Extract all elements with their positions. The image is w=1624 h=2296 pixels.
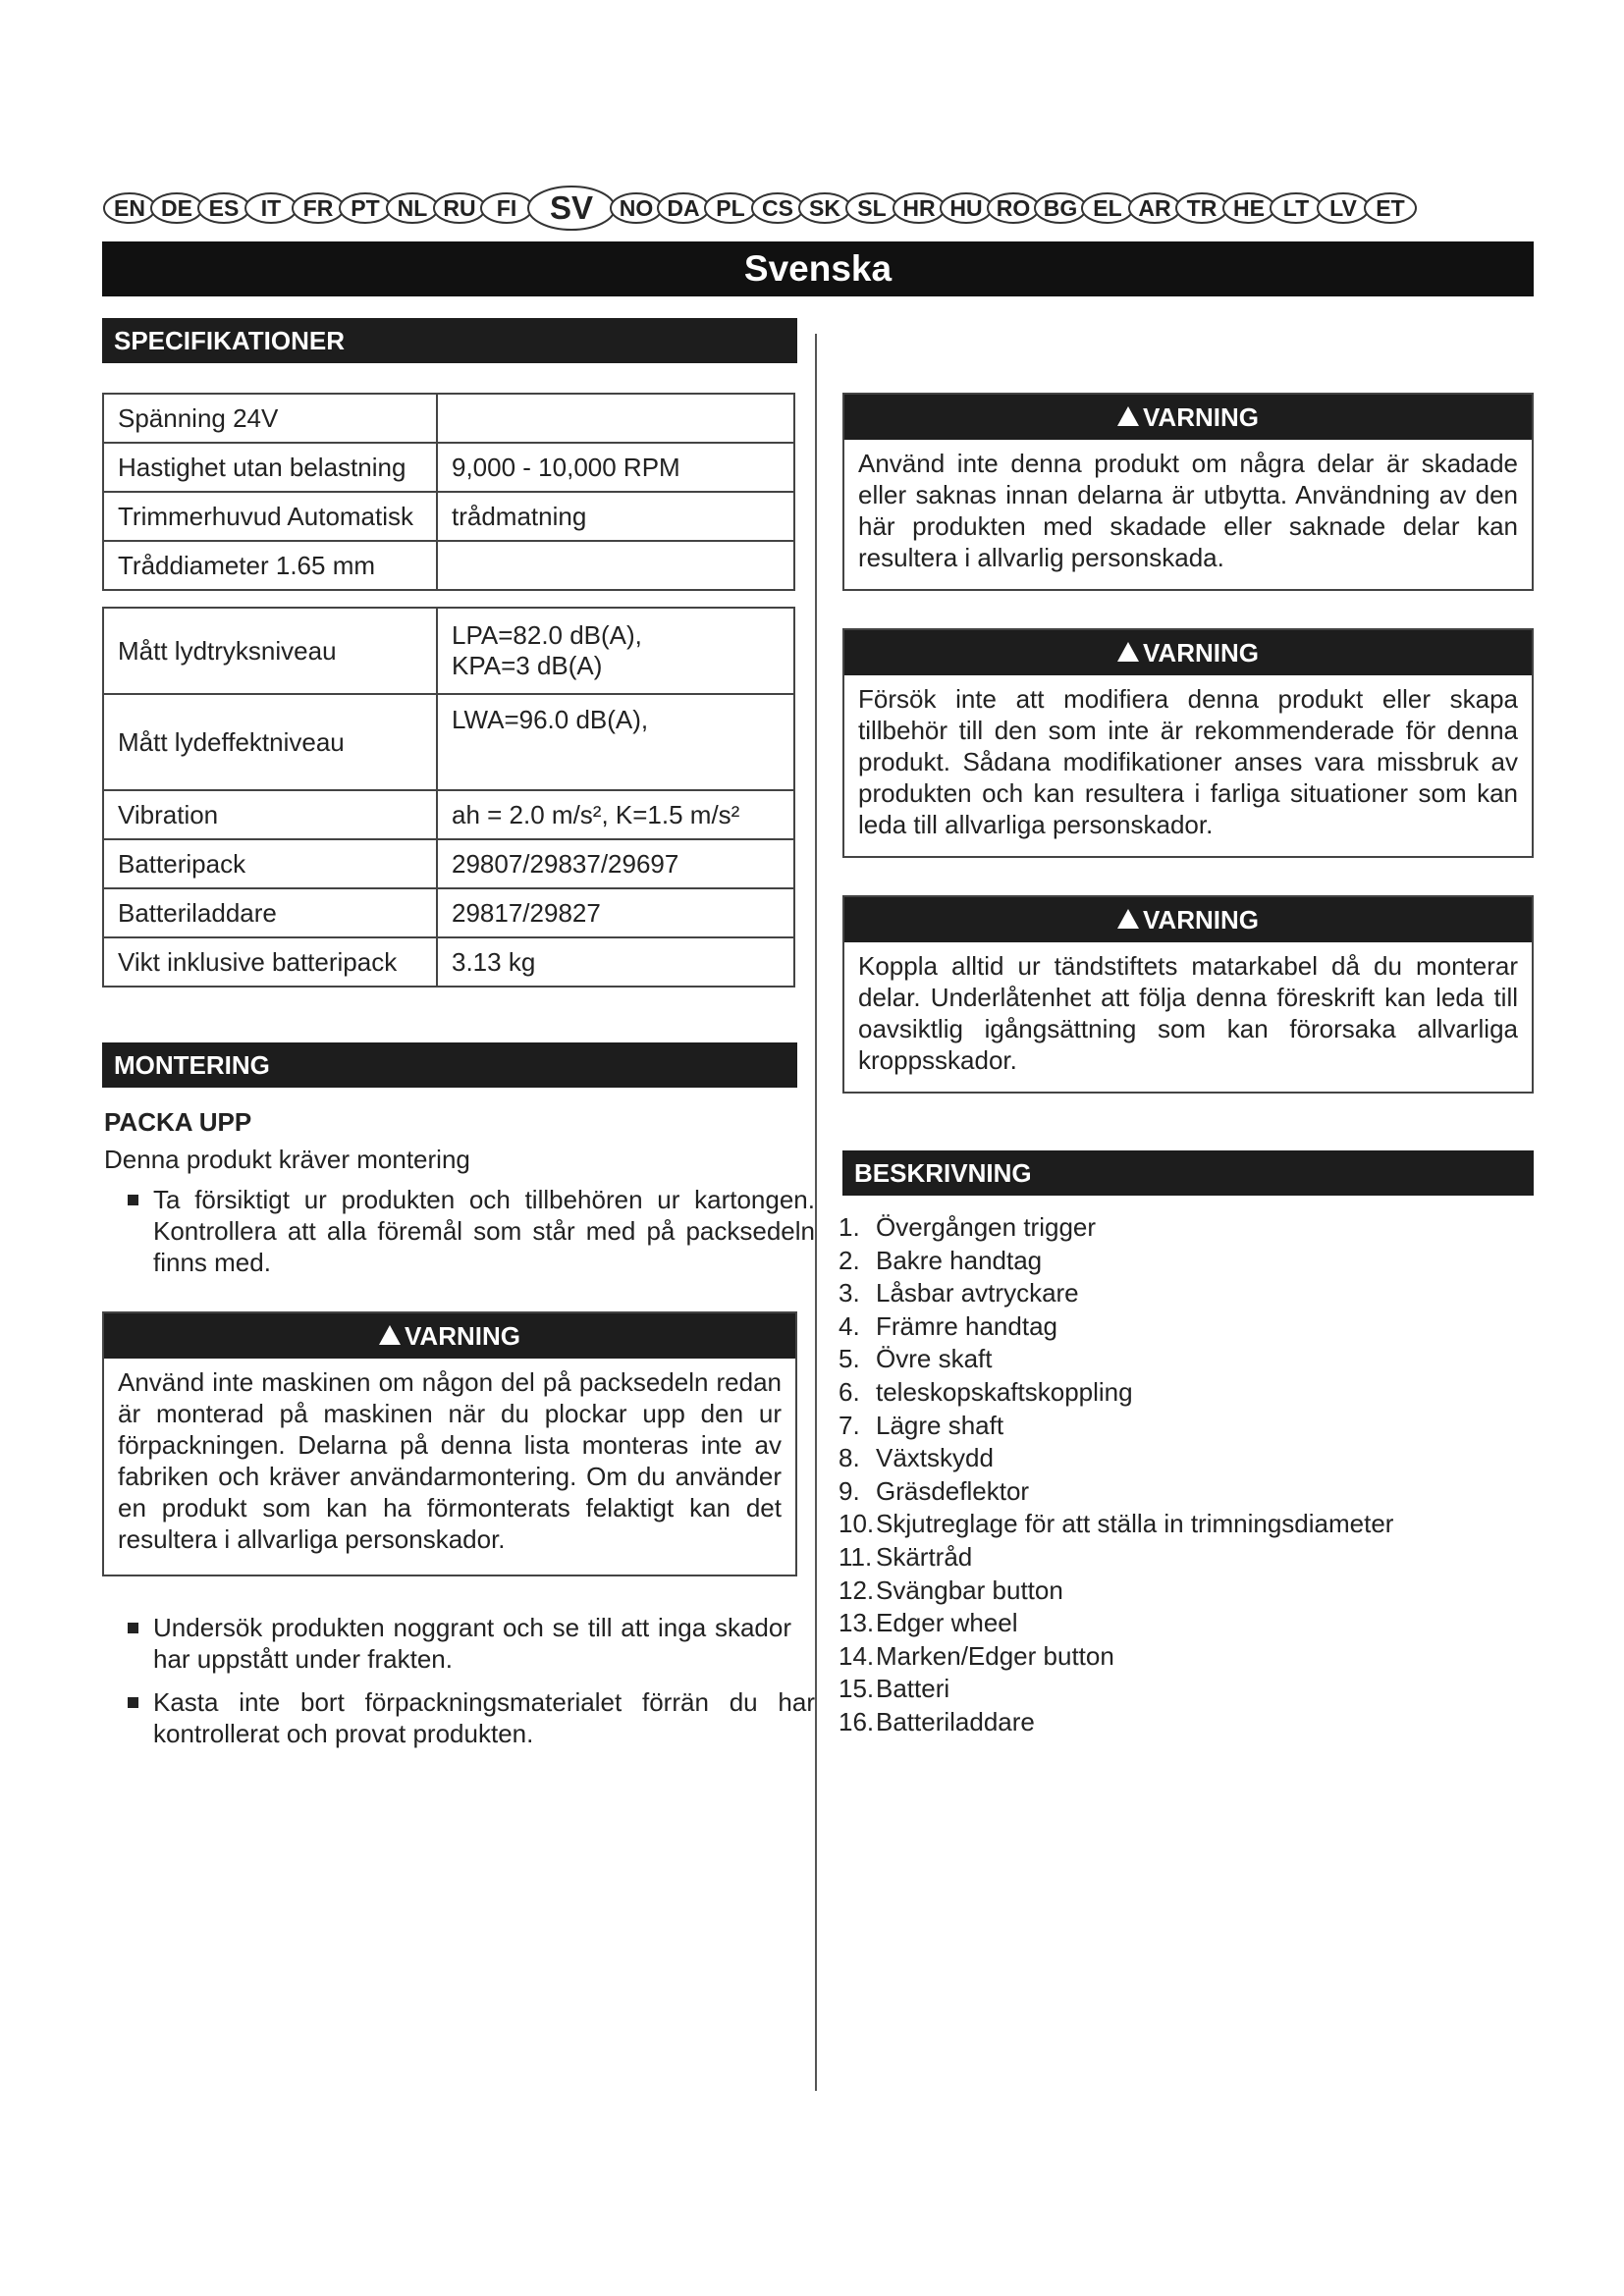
spec-value: 29807/29837/29697 (437, 839, 794, 888)
table-row (103, 608, 794, 694)
svg-text:SL: SL (857, 195, 887, 221)
svg-text:AR: AR (1138, 195, 1171, 221)
warning-text: Använd inte denna produkt om några delar är skadade eller saknas innan delarna är utbytta. Användning av den här produkten med skadade eller saknade delar kan resultera i allvarlig personskada. (858, 449, 1518, 572)
svg-text:FI: FI (496, 195, 517, 221)
page-title: Svenska (102, 241, 1534, 296)
svg-text:RO: RO (996, 195, 1031, 221)
svg-text:SV: SV (549, 189, 594, 226)
spec-value: 9,000 - 10,000 RPM (437, 443, 794, 492)
list-item: 1. Övergången trigger (839, 1212, 1097, 1242)
language-tab-fr[interactable] (293, 193, 344, 223)
svg-text:HU: HU (949, 195, 983, 221)
list-item: 4. Främre handtag (839, 1310, 1057, 1341)
packa-upp-heading: PACKA UPP (104, 1107, 252, 1137)
warning-icon (1117, 909, 1139, 929)
list-item: 7. Lägre shaft (839, 1410, 1004, 1440)
warning-box-montering (102, 1311, 797, 1576)
spec-value: LWA=96.0 dB(A), (437, 694, 794, 790)
language-tab-sk[interactable] (799, 193, 850, 223)
bullet-icon (128, 1623, 138, 1633)
list-item (128, 1612, 791, 1675)
svg-text:DA: DA (667, 195, 700, 221)
warning-title: VARNING (405, 1320, 520, 1351)
table-row (103, 394, 794, 443)
svg-text:DE: DE (161, 195, 192, 221)
list-item: 9. Gräsdeflektor (839, 1475, 1030, 1506)
parts-list (839, 1211, 1393, 1739)
spec-value: trådmatning (437, 492, 794, 541)
language-tab-es[interactable] (198, 193, 249, 223)
list-item: 11. Skärtråd (839, 1541, 973, 1572)
spec-value-line: KPA=3 dB(A) (452, 651, 603, 680)
language-tab-nl[interactable] (387, 193, 438, 223)
language-tab-ro[interactable] (988, 193, 1039, 223)
table-row (103, 492, 794, 541)
list-item: 8. Växtskydd (839, 1443, 994, 1473)
language-tab-cs[interactable] (752, 193, 803, 223)
warning-title: VARNING (1143, 637, 1259, 667)
table-row (103, 541, 794, 590)
table-row (103, 694, 794, 790)
warning-header (844, 897, 1532, 942)
list-item: 10.Skjutreglage för att ställa in trimningsdiameter (839, 1509, 1394, 1539)
spec-table-1 (102, 393, 795, 591)
svg-text:LT: LT (1282, 195, 1310, 221)
bullet-text: Ta försiktigt ur produkten och tillbehören ur kartongen. Kontrollera att alla föremål som står med på packsedeln finns med. (153, 1185, 815, 1277)
list-item: 15.Batteri (839, 1674, 950, 1704)
spec-value-line: LPA=82.0 dB(A), (452, 620, 642, 650)
language-tab-sv[interactable] (528, 187, 615, 230)
list-item: 5. Övre skaft (839, 1344, 993, 1374)
language-tab-da[interactable] (658, 193, 709, 223)
warning-header (844, 630, 1532, 675)
svg-text:NO: NO (619, 195, 654, 221)
svg-text:PT: PT (351, 195, 380, 221)
bullet-text: Undersök produkten noggrant och se till att inga skador har uppstått under frakten. (153, 1613, 791, 1674)
spec-label: Batteripack (103, 839, 437, 888)
language-tab-he[interactable] (1223, 193, 1274, 223)
language-tabs (102, 185, 1536, 232)
table-row (103, 888, 794, 937)
spec-label: Vibration (103, 790, 437, 839)
spec-label: Mått lydtryksniveau (103, 608, 437, 694)
spec-table-2 (102, 607, 795, 988)
list-item: 14.Marken/Edger button (839, 1640, 1114, 1671)
spec-value (437, 394, 794, 443)
table-row (103, 937, 794, 987)
spec-value: ah = 2.0 m/s², K=1.5 m/s² (437, 790, 794, 839)
list-item: 16.Batteriladdare (839, 1706, 1035, 1736)
svg-text:CS: CS (762, 195, 793, 221)
warning-text: Koppla alltid ur tändstiftets matarkabel då du monterar delar. Underlåtenhet att följa denna föreskrift kan leda till oavsiktlig igångsättning som kan förorsaka allvarliga kroppsskador. (858, 951, 1518, 1075)
language-selector (102, 185, 1536, 232)
montering-heading: MONTERING (102, 1042, 797, 1088)
language-tab-de[interactable] (151, 193, 202, 223)
language-tab-no[interactable] (611, 193, 662, 223)
language-tab-el[interactable] (1082, 193, 1133, 223)
table-row (103, 443, 794, 492)
svg-text:ET: ET (1376, 195, 1405, 221)
list-item (128, 1184, 815, 1278)
warning-text: Försök inte att modifiera denna produkt eller skapa tillbehör till den som inte är rekommenderade för denna produkt. Sådana modifikationer anses vara missbruk av produkten och kan resultera i farliga situationer som kan leda till allvarliga personskador. (858, 684, 1518, 839)
spec-label: Vikt inklusive batteripack (103, 937, 437, 987)
language-tab-hr[interactable] (893, 193, 945, 223)
svg-text:HE: HE (1233, 195, 1265, 221)
spec-value: 3.13 kg (437, 937, 794, 987)
warning-box-2 (842, 628, 1534, 858)
spec-heading: SPECIFIKATIONER (102, 318, 797, 363)
language-tab-en[interactable] (104, 193, 155, 223)
bullet-text: Kasta inte bort förpackningsmaterialet förrän du har kontrollerat och provat produkten. (153, 1687, 815, 1748)
column-divider (815, 334, 817, 2091)
svg-text:SK: SK (809, 195, 840, 221)
list-item: 2. Bakre handtag (839, 1245, 1043, 1275)
language-tab-it[interactable] (245, 193, 297, 223)
language-tab-lv[interactable] (1318, 193, 1369, 223)
warning-title: VARNING (1143, 401, 1259, 432)
language-tab-bg[interactable] (1035, 193, 1086, 223)
svg-text:EN: EN (114, 195, 145, 221)
warning-icon (379, 1325, 401, 1345)
svg-text:TR: TR (1186, 195, 1218, 221)
svg-text:FR: FR (302, 195, 334, 221)
svg-text:EL: EL (1093, 195, 1122, 221)
list-item (128, 1686, 815, 1749)
svg-text:LV: LV (1329, 195, 1357, 221)
svg-text:IT: IT (260, 195, 282, 221)
spec-label: Tråddiameter 1.65 mm (103, 541, 437, 590)
language-tab-ar[interactable] (1129, 193, 1180, 223)
language-tab-et[interactable] (1365, 193, 1416, 223)
spec-label: Hastighet utan belastning (103, 443, 437, 492)
svg-text:HR: HR (902, 195, 936, 221)
warning-header (844, 395, 1532, 440)
language-tab-sl[interactable] (846, 193, 897, 223)
list-item: 13.Edger wheel (839, 1608, 1018, 1638)
warning-box-3 (842, 895, 1534, 1094)
svg-text:BG: BG (1043, 195, 1078, 221)
beskrivning-heading: BESKRIVNING (842, 1150, 1534, 1196)
warning-box-1 (842, 393, 1534, 591)
list-item: 3. Låsbar avtryckare (839, 1278, 1079, 1308)
table-row (103, 790, 794, 839)
table-row (103, 839, 794, 888)
warning-icon (1117, 642, 1139, 662)
list-item: 6. teleskopskaftskoppling (839, 1376, 1133, 1407)
language-tab-lt[interactable] (1271, 193, 1322, 223)
spec-label: Mått lydeffektniveau (103, 694, 437, 790)
spec-value: 29817/29827 (437, 888, 794, 937)
svg-text:ES: ES (208, 195, 240, 221)
language-tab-fi[interactable] (481, 193, 532, 223)
spec-label: Batteriladdare (103, 888, 437, 937)
svg-text:NL: NL (397, 195, 428, 221)
spec-label: Trimmerhuvud Automatisk (103, 492, 437, 541)
list-item: 12.Svängbar button (839, 1575, 1063, 1605)
warning-header (104, 1313, 795, 1359)
language-tab-ru[interactable] (434, 193, 485, 223)
bullet-icon (128, 1697, 138, 1708)
warning-title: VARNING (1143, 904, 1259, 934)
montering-intro: Denna produkt kräver montering (104, 1145, 470, 1174)
spec-value (437, 608, 794, 694)
warning-icon (1117, 406, 1139, 426)
language-tab-pl[interactable] (705, 193, 756, 223)
spec-label: Spänning 24V (103, 394, 437, 443)
language-tab-tr[interactable] (1176, 193, 1227, 223)
spec-value (437, 541, 794, 590)
svg-text:RU: RU (443, 195, 476, 221)
warning-text: Använd inte maskinen om någon del på packsedeln redan är monterad på maskinen när du plockar upp den ur förpackningen. Delarna på denna lista monteras inte av fabriken och kräver användarmontering. Om du använder en produkt som kan ha förmonterats felaktigt kan det resultera i allvarliga personskador. (118, 1367, 782, 1554)
svg-text:PL: PL (716, 195, 745, 221)
language-tab-pt[interactable] (340, 193, 391, 223)
bullet-icon (128, 1195, 138, 1205)
language-tab-hu[interactable] (941, 193, 992, 223)
